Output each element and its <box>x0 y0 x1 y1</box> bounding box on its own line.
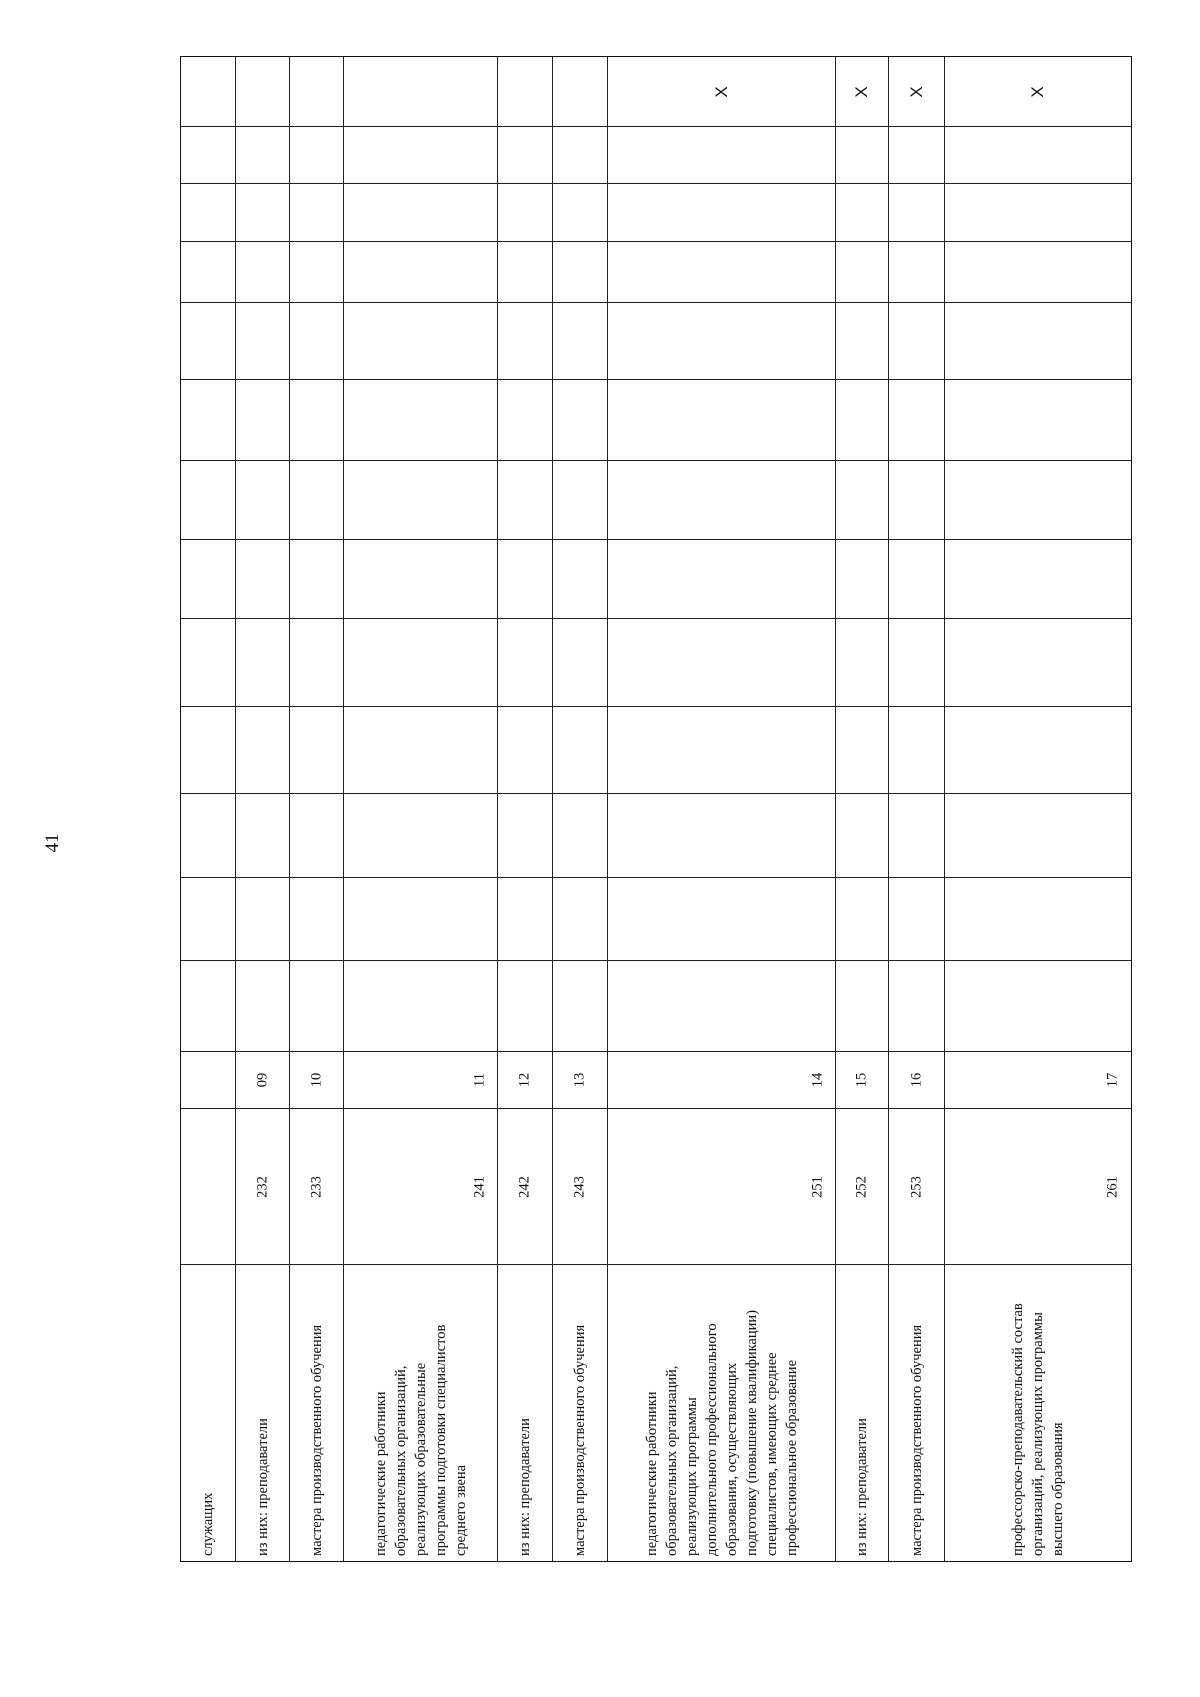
line-number: 232 <box>254 1175 270 1198</box>
table-cell-cell <box>181 461 235 540</box>
row-label-cell <box>945 1265 1131 1563</box>
line-number-cell <box>945 1109 1131 1265</box>
line-number: 251 <box>809 1175 826 1198</box>
table-cell-cell <box>945 961 1131 1052</box>
table-cell-cell <box>553 540 607 619</box>
table-cell-cell <box>608 540 835 619</box>
row-label: мастера производственного обучения <box>308 1324 325 1556</box>
table-row <box>498 57 553 1561</box>
table-cell-cell <box>836 127 888 184</box>
table-cell-cell <box>836 380 888 461</box>
column-code-cell <box>608 1052 835 1109</box>
line-number-cell <box>236 1109 289 1265</box>
table-cell-cell <box>889 878 944 961</box>
table-cell-cell <box>344 794 497 878</box>
table-cell-cell <box>290 127 343 184</box>
table-row <box>836 57 889 1561</box>
table-cell-cell <box>290 794 343 878</box>
table-cell-cell <box>889 242 944 303</box>
table-cell-cell <box>553 461 607 540</box>
table-row <box>945 57 1131 1561</box>
line-number: 242 <box>516 1175 533 1198</box>
column-code-cell <box>836 1052 888 1109</box>
table-cell-cell <box>181 380 235 461</box>
column-code: 16 <box>908 1072 924 1088</box>
table-cell-cell <box>290 461 343 540</box>
column-code: 15 <box>853 1072 870 1088</box>
table-cell-cell <box>498 707 552 794</box>
table-cell-cell <box>236 794 289 878</box>
column-code-cell <box>889 1052 944 1109</box>
table-cell-cell <box>608 303 835 380</box>
row-label: из них: преподаватели <box>854 1418 870 1556</box>
table-cell-cell <box>498 303 552 380</box>
table-cell-cell <box>236 184 289 242</box>
table-row <box>608 57 836 1561</box>
table-row <box>889 57 945 1561</box>
cross-mark-cell <box>553 57 607 127</box>
table-cell-cell <box>344 380 497 461</box>
table-cell-cell <box>889 619 944 707</box>
row-label: мастера производственного обучения <box>572 1324 588 1556</box>
line-number-cell <box>344 1109 497 1265</box>
table-cell-cell <box>553 961 607 1052</box>
line-number: 261 <box>1104 1175 1121 1198</box>
table-cell-cell <box>236 127 289 184</box>
line-number-cell <box>553 1109 607 1265</box>
cross-mark-cell <box>290 57 343 127</box>
column-code: 12 <box>516 1072 533 1088</box>
table-cell-cell <box>836 878 888 961</box>
table-cell-cell <box>498 878 552 961</box>
row-label-cell <box>553 1265 607 1563</box>
table-cell-cell <box>945 242 1131 303</box>
table-cell-cell <box>498 242 552 303</box>
row-label: педагогические работники образовательных организаций, реализующих образовательные программы подготовки специалистов среднего звена <box>372 1324 469 1556</box>
table-cell-cell <box>344 878 497 961</box>
table-cell-cell <box>181 127 235 184</box>
table-cell-cell <box>181 619 235 707</box>
row-label-cell <box>889 1265 944 1563</box>
table-cell-cell <box>344 184 497 242</box>
table-cell-cell <box>236 380 289 461</box>
table-cell-cell <box>290 242 343 303</box>
table-cell-cell <box>181 184 235 242</box>
cross-mark-cell <box>181 57 235 127</box>
table-cell-cell <box>836 619 888 707</box>
table-cell-cell <box>344 619 497 707</box>
table-cell-cell <box>945 878 1131 961</box>
table-cell-cell <box>290 184 343 242</box>
table-cell-cell <box>344 303 497 380</box>
table-cell-cell <box>889 461 944 540</box>
column-code: 09 <box>254 1072 270 1088</box>
table-cell-cell <box>608 961 835 1052</box>
table-cell-cell <box>836 961 888 1052</box>
table-cell-cell <box>945 461 1131 540</box>
table-cell-cell <box>236 707 289 794</box>
row-label: педагогические работники образовательных организаций, реализующих программы дополнительного профессионального образования, осуществляющих подготовку (повышение квалификации) специалистов, имеющих среднее профессиональное образование <box>643 1310 800 1556</box>
table-cell-cell <box>889 707 944 794</box>
table-cell-cell <box>498 184 552 242</box>
cross-mark-cell <box>344 57 497 127</box>
table-cell-cell <box>608 794 835 878</box>
table-row <box>553 57 608 1561</box>
table-cell-cell <box>553 794 607 878</box>
cross-mark: X <box>711 85 731 98</box>
table-cell-cell <box>290 619 343 707</box>
table-cell-cell <box>498 619 552 707</box>
table-cell-cell <box>608 619 835 707</box>
table-cell-cell <box>344 242 497 303</box>
staff-table <box>180 56 1132 1562</box>
table-cell-cell <box>498 380 552 461</box>
line-number-cell <box>290 1109 343 1265</box>
table-cell-cell <box>945 380 1131 461</box>
table-cell-cell <box>344 127 497 184</box>
table-cell-cell <box>553 619 607 707</box>
row-label-cell <box>236 1265 289 1563</box>
table-cell-cell <box>290 540 343 619</box>
table-cell-cell <box>945 127 1131 184</box>
table-cell-cell <box>889 540 944 619</box>
line-number: 253 <box>908 1175 924 1198</box>
table-cell-cell <box>945 540 1131 619</box>
column-code-cell <box>553 1052 607 1109</box>
row-label-cell <box>181 1265 235 1563</box>
column-code-cell <box>498 1052 552 1109</box>
page-number: 41 <box>42 833 63 853</box>
table-cell-cell <box>889 127 944 184</box>
table-cell-cell <box>236 461 289 540</box>
column-code: 17 <box>1104 1072 1121 1088</box>
table-cell-cell <box>344 540 497 619</box>
column-code: 14 <box>809 1072 826 1088</box>
table-cell-cell <box>889 794 944 878</box>
table-cell-cell <box>945 619 1131 707</box>
table-cell-cell <box>608 127 835 184</box>
line-number-cell <box>836 1109 888 1265</box>
table-cell-cell <box>498 961 552 1052</box>
table-cell-cell <box>608 380 835 461</box>
row-label: из них: преподаватели <box>254 1418 271 1556</box>
cross-mark: X <box>852 85 871 98</box>
table-cell-cell <box>498 540 552 619</box>
table-row <box>290 57 344 1561</box>
column-code: 11 <box>471 1073 488 1087</box>
table-cell-cell <box>236 540 289 619</box>
table-cell-cell <box>836 242 888 303</box>
table-cell-cell <box>608 707 835 794</box>
table-cell-cell <box>236 878 289 961</box>
table-cell-cell <box>498 461 552 540</box>
column-code-cell <box>344 1052 497 1109</box>
table-cell-cell <box>181 303 235 380</box>
table-cell-cell <box>608 242 835 303</box>
table-cell-cell <box>236 242 289 303</box>
table-cell-cell <box>498 127 552 184</box>
table-cell-cell <box>181 540 235 619</box>
table-cell-cell <box>836 461 888 540</box>
table-cell-cell <box>181 878 235 961</box>
column-code-cell <box>290 1052 343 1109</box>
row-label-cell <box>836 1265 888 1563</box>
table-cell-cell <box>236 619 289 707</box>
line-number: 241 <box>471 1175 488 1198</box>
table-cell-cell <box>945 707 1131 794</box>
row-label: служащих <box>200 1492 216 1556</box>
table-cell-cell <box>181 707 235 794</box>
column-code-cell <box>236 1052 289 1109</box>
column-code: 10 <box>308 1072 324 1088</box>
row-label: из них: преподаватели <box>517 1418 533 1556</box>
table-cell-cell <box>181 961 235 1052</box>
table-cell-cell <box>290 961 343 1052</box>
table-cell-cell <box>889 184 944 242</box>
cross-mark-cell <box>836 57 888 127</box>
table-cell-cell <box>608 461 835 540</box>
table-cell-cell <box>945 794 1131 878</box>
table-cell-cell <box>290 303 343 380</box>
table-cell-cell <box>498 794 552 878</box>
table-cell-cell <box>290 707 343 794</box>
row-label-cell <box>498 1265 552 1563</box>
table-cell-cell <box>553 878 607 961</box>
table-cell-cell <box>553 127 607 184</box>
line-number: 252 <box>853 1175 870 1198</box>
column-code: 13 <box>571 1072 588 1088</box>
cross-mark-cell <box>498 57 552 127</box>
cross-mark-cell <box>945 57 1131 127</box>
table-cell-cell <box>553 303 607 380</box>
table-cell-cell <box>181 794 235 878</box>
cross-mark-cell <box>236 57 289 127</box>
line-number-cell <box>498 1109 552 1265</box>
table-cell-cell <box>608 184 835 242</box>
column-code-cell <box>945 1052 1131 1109</box>
table-cell-cell <box>344 961 497 1052</box>
table-cell-cell <box>344 461 497 540</box>
line-number: 233 <box>308 1175 324 1198</box>
cross-mark-cell <box>889 57 944 127</box>
cross-mark: X <box>906 85 926 98</box>
cross-mark-cell <box>608 57 835 127</box>
row-label: профессорско-преподавательский состав организаций, реализующих программы высшего образования <box>1010 1303 1066 1556</box>
table-cell-cell <box>945 303 1131 380</box>
table-cell-cell <box>889 380 944 461</box>
table-row <box>181 57 236 1561</box>
table-cell-cell <box>836 540 888 619</box>
line-number-cell <box>889 1109 944 1265</box>
table-cell-cell <box>290 380 343 461</box>
row-label-cell <box>344 1265 497 1563</box>
table-cell-cell <box>553 380 607 461</box>
table-cell-cell <box>181 242 235 303</box>
table-cell-cell <box>290 878 343 961</box>
cross-mark: X <box>1028 85 1047 98</box>
column-code-cell <box>181 1052 235 1109</box>
table-cell-cell <box>236 303 289 380</box>
table-cell-cell <box>344 707 497 794</box>
table-cell-cell <box>836 707 888 794</box>
line-number: 243 <box>571 1175 588 1198</box>
table-cell-cell <box>608 878 835 961</box>
line-number-cell <box>181 1109 235 1265</box>
table-row <box>344 57 498 1561</box>
table-cell-cell <box>889 961 944 1052</box>
row-label-cell <box>608 1265 835 1563</box>
table-cell-cell <box>836 184 888 242</box>
table-cell-cell <box>553 707 607 794</box>
table-cell-cell <box>889 303 944 380</box>
table-cell-cell <box>836 303 888 380</box>
table-cell-cell <box>945 184 1131 242</box>
row-label: мастера производственного обучения <box>908 1324 925 1556</box>
table-cell-cell <box>236 961 289 1052</box>
line-number-cell <box>608 1109 835 1265</box>
row-label-cell <box>290 1265 343 1563</box>
table-cell-cell <box>836 794 888 878</box>
table-cell-cell <box>553 184 607 242</box>
table-cell-cell <box>553 242 607 303</box>
table-row <box>236 57 290 1561</box>
